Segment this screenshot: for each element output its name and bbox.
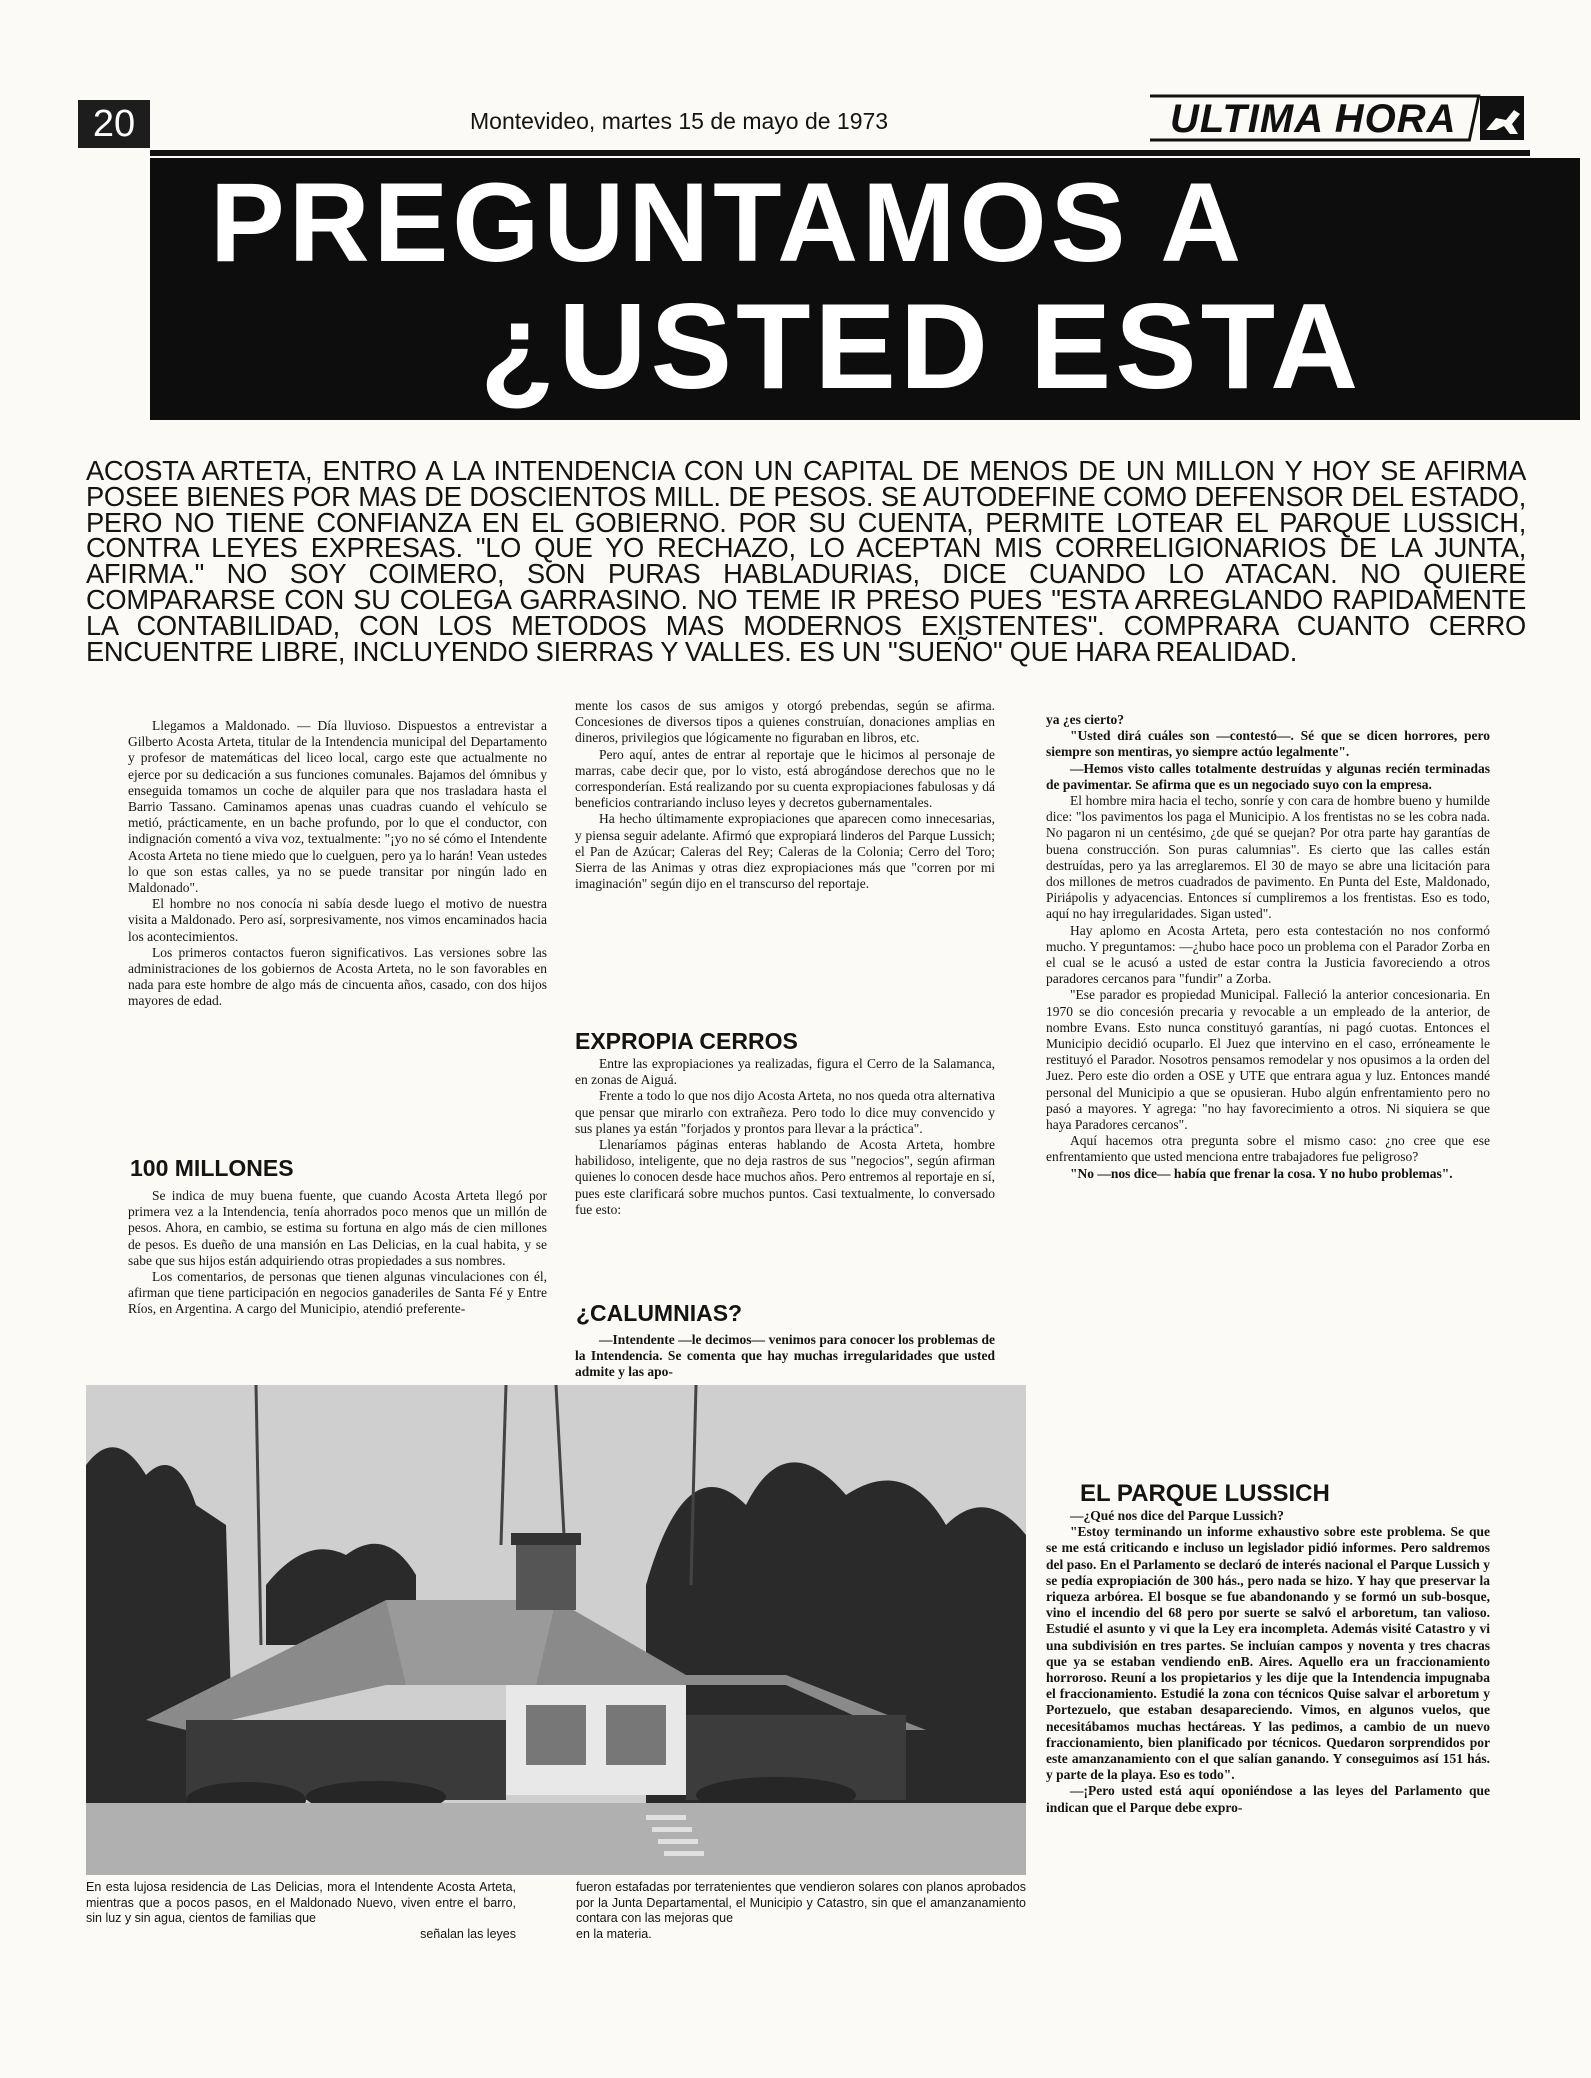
caption-right-end: en la materia. [576, 1926, 652, 1941]
paragraph: El hombre mira hacia el techo, sonríe y con cara de hombre bueno y humilde dice: "los pavimentos los paga el Municipio. A los frentistas no se les cobra nada. No pagaron ni un centésimo, ¿de qué se quejan? Por otra parte hay garantías de buena construcción. Son puras calumnias". Es cierto que las calles están destruídas, pero ya las arreglaremos. El 30 de mayo se abre una licitación para dos millones de metros cuadrados de pavimento. En Punta del Este, Maldonado, Piriápolis y adyacencias. Entonces sí cumpliremos a los frentistas. Eso es todo, aquí no hay irregularidades. Sigan usted". [1046, 793, 1490, 922]
subheading-expropia-cerros: EXPROPIA CERROS [575, 1028, 798, 1054]
paragraph: Se indica de muy buena fuente, que cuando Acosta Arteta llegó por primera vez a la Intendencia, tenía ahorrados poco menos que un millón de pesos. Ahora, en cambio, se estima su fortuna en algo más de cien millones de pesos. Es dueño de una mansión en Las Delicias, en la cual habita, y se sabe que sus hijos están adquiriendo otras propiedades a sus nombres. [128, 1188, 547, 1268]
caption-right [576, 1880, 1026, 1942]
paragraph: "No —nos dice— había que frenar la cosa. Y no hubo problemas". [1070, 1165, 1453, 1181]
article-column-2-continued [575, 1056, 995, 1218]
paragraph: Aquí hacemos otra pregunta sobre el mismo caso: ¿no cree que ese enfrentamiento que usted menciona entre trabajadores fue peligroso? [1046, 1133, 1490, 1165]
subheading-100-millones: 100 MILLONES [130, 1155, 294, 1181]
paragraph: Los comentarios, de personas que tienen algunas vinculaciones con él, afirman que tiene participación en negocios ganaderiles de Santa Fé y Entre Ríos, en Argentina. A cargo del Municipio, atendió preferente- [128, 1269, 547, 1317]
paragraph: —¿Qué nos dice del Parque Lussich? [1070, 1508, 1284, 1523]
headline-line-2: ¿USTED ESTA [480, 278, 1363, 414]
paragraph: "Ese parador es propiedad Municipal. Falleció la anterior concesionaria. En 1970 se dio concesión precaria y revocable a un empleado de la anterior, de nombre Evans. Esto nunca constituyó garantías, ni pagó cuotas. Entonces el Municipio decidió ocuparlo. El Juez que intervino en el caso, erróneamente le restituyó el Parador. Nosotros pensamos remodelar y nos opusimos a la orden del Juez. Pero este dio orden a OSE y UTE que entrara agua y luz. Entonces mandé personal del Municipio a que se opusieran. Hubo algún enfrentamiento pero no pasó a mayores. Y agrega: "no hay favorecimiento a otros. Ni siquiera se que haya Paradores cercanos". [1046, 987, 1490, 1133]
paragraph: Llegamos a Maldonado. — Día lluvioso. Dispuestos a entrevistar a Gilberto Acosta Arteta, titular de la Intendencia municipal del Departamento y profesor de matemáticas del liceo local, cargo este que actualmente no ejerce por su dedicación a sus funciones comunales. Bajamos del ómnibus y enseguida tomamos un coche de alquiler para que nos trasladara hasta el Barrio Tassano. Caminamos apenas unas cuadras cuando el vehículo se metió, prácticamente, en un bache profundo, por lo que el conductor, con indignación comentó a viva voz, textualmente: "¡yo no sé cómo el Intendente Acosta Arteta no tiene miedo que lo cuelguen, pero ya lo harán! Vean ustedes lo que son estas calles, ya no se puede transitar por ningún lado en Maldonado". [128, 718, 547, 896]
horse-rider-icon [1480, 96, 1524, 140]
lawn [86, 1803, 1026, 1875]
paragraph: Frente a todo lo que nos dijo Acosta Arteta, no nos queda otra alternativa que pensar que mirarlo con extrañeza. Pero todo lo dice muy convencido y sus planes ya están "forjados y prontos para llevar a la práctica". [575, 1088, 995, 1136]
paragraph: "Estoy terminando un informe exhaustivo sobre este problema. Se que se me está criticando e incluso un legislador pidió informes. Pero saldremos del paso. En el Parlamento se declaró de interés nacional el Parque Lussich y se pedía expropiación de 300 hás., pero nada se hizo. Y hay que preservar la riqueza arbórea. El bosque se fue abandonando y se formó un sub-bosque, vino el incendio del 68 pero por suerte se salvó el arboretum, tan valioso. Estudié el asunto y vi que la Ley era incompleta. Además visité Catastro y vi una subdivisión en tres partes. Se incluían campos y noventa y tres chacras que ya se estaban vendiendo enB. Aires. Aquello era un fraccionamiento horroroso. Reuní a los propietarios y les dije que la Intendencia impugnaba el fraccionamiento. Estudié la zona con técnicos Quise salvar el arboretum y Portezuelo, que estaban desapareciendo. Vimos, en algunos vuelos, que necesitábamos muchas hectáreas. Y las pedimos, a cambio de un nuevo fraccionamiento, bien planificado por técnicos. Quedaron sorprendidos por este amanzanamiento con el que salían ganando. Y conseguimos así 151 hás. y parte de la playa. Eso es todo". [1046, 1524, 1490, 1783]
article-column-1 [128, 718, 547, 1010]
article-column-3 [1046, 712, 1490, 1182]
headline-block [150, 158, 1580, 420]
newspaper-logo [1150, 90, 1530, 148]
paragraph: Hay aplomo en Acosta Arteta, pero esta contestación no nos conformó mucho. Y preguntamos: —¿hubo hace poco un problema con el Parador Zorba en el cual se le acusó a usted de estar contra la Justicia favoreciendo a otros paradores cercanos para "fundir" a Zorba. [1046, 922, 1490, 987]
caption-left [86, 1880, 516, 1942]
article-column-2-end [575, 1332, 995, 1381]
paragraph: Llenaríamos páginas enteras hablando de Acosta Arteta, hombre habilidoso, inteligente, que no deja rastros de sus "negocios", según afirman quienes lo conocen desde hace muchos años. Pero entremos al reportaje en sí, pues este clarificará sobre muchos puntos. Casi textualmente, lo conversado fue esto: [575, 1137, 995, 1217]
caption-right-text: fueron estafadas por terratenientes que vendieron solares con planos aprobados por la Junta Departamental, el Municipio y Catastro, sin que el amanzanamiento contara con las mejoras que [576, 1880, 1026, 1925]
article-column-1-continued [128, 1188, 547, 1318]
paragraph: El hombre no nos conocía ni sabía desde luego el motivo de nuestra visita a Maldonado. Pero así, sorpresivamente, nos vimos encaminados hacia los acontecimientos. [128, 896, 547, 944]
house-photo [86, 1385, 1026, 1875]
caption-left-text: En esta lujosa residencia de Las Delicias, mora el Intendente Acosta Arteta, mientras que a pocos pasos, en el Maldonado Nuevo, viven entre el barro, sin luz y sin agua, cientos de familias que [86, 1880, 516, 1925]
paragraph: Entre las expropiaciones ya realizadas, figura el Cerro de la Salamanca, en zonas de Aiguá. [575, 1056, 995, 1088]
headline-line-1: PREGUNTAMOS A [210, 160, 1246, 285]
paragraph: ya ¿es cierto? [1046, 712, 1124, 727]
dateline: Montevideo, martes 15 de mayo de 1973 [470, 108, 889, 134]
article-column-3-continued [1046, 1508, 1490, 1816]
article-column-2 [575, 698, 995, 892]
paragraph: "Usted dirá cuáles son —contestó—. Sé que se dicen horrores, pero siempre son mentiras, yo siempre actúo legalmente". [1046, 728, 1490, 760]
paragraph: —Intendente —le decimos— venimos para conocer los problemas de la Intendencia. Se comenta que hay muchas irregularidades que usted admite y las apo- [575, 1332, 995, 1380]
paragraph: mente los casos de sus amigos y otorgó prebendas, según se afirma. Concesiones de diversos tipos a quienes construían, donaciones amplias en dineros, privilegios que lógicamente no figuraban en libros, etc. [575, 698, 995, 746]
header-rule [150, 150, 1530, 156]
chimney [511, 1533, 581, 1610]
caption-left-end: señalan las leyes [420, 1926, 516, 1941]
deck-summary: ACOSTA ARTETA, ENTRO A LA INTENDENCIA CON UN CAPITAL DE MENOS DE UN MILLON Y HOY SE AFIRMA POSEE BIENES POR MAS DE DOSCIENTOS MILL. DE PESOS. SE AUTODEFINE COMO DEFENSOR DEL ESTADO, PERO NO TIENE CONFIANZA EN EL GOBIERNO. POR SU CUENTA, PERMITE LOTEAR EL PARQUE LUSSICH, CONTRA LEYES EXPRESAS. "LO QUE YO RECHAZO, LO ACEPTAN MIS CORRELIGIONARIOS DE LA JUNTA, AFIRMA." NO SOY COIMERO, SON PURAS HABLADURIAS, DICE CUANDO LO ATACAN. NO QUIERE COMPARARSE CON SU COLEGA GARRASINO. NO TEME IR PRESO PUES "ESTA ARREGLANDO RAPIDAMENTE LA CONTABILIDAD, CON LOS METODOS MAS MODERNOS EXISTENTES". COMPRARA CUANTO CERRO ENCUENTRE LIBRE, INCLUYENDO SIERRAS Y VALLES. ES UN "SUEÑO" QUE HARA REALIDAD. [86, 455, 1526, 667]
paragraph: Pero aquí, antes de entrar al reportaje que le hicimos al personaje de marras, cabe decir que, por lo visto, está abrogándose derechos que no le corresponderían. Está realizando por su cuenta expropiaciones fabulosas y dá beneficios contrariando incluso leyes y decretos gubernamentales. [575, 746, 995, 811]
logo-text: ULTIMA HORA [1170, 97, 1457, 141]
page-number: 20 [78, 100, 150, 148]
subheading-parque-lussich: EL PARQUE LUSSICH [1080, 1480, 1330, 1507]
paragraph: —Hemos visto calles totalmente destruídas y algunas recién terminadas de pavimentar. Se afirma que es un negociado suyo con la empresa. [1046, 760, 1490, 792]
subheading-calumnias: ¿CALUMNIAS? [576, 1300, 743, 1326]
paragraph: Ha hecho últimamente expropiaciones que aparecen como innecesarias, y piensa seguir adelante. Afirmó que expropiará linderos del Parque Lussich; el Pan de Azúcar; Caleras del Rey; Caleras de la Colonia; Cerro del Toro; Sierra de las Animas y otras diez expropiaciones más que "corren por mi imaginación" según dijo en el transcurso del reportaje. [575, 811, 995, 892]
paragraph: Los primeros contactos fueron significativos. Las versiones sobre las administraciones de los gobiernos de Acosta Arteta, no le son favorables en nada para este hombre de algo más de cincuenta años, casado, con dos hijos mayores de edad. [128, 944, 547, 1009]
paragraph: —¡Pero usted está aquí oponiéndose a las leyes del Parlamento que indican que el Parque debe expro- [1046, 1783, 1490, 1815]
